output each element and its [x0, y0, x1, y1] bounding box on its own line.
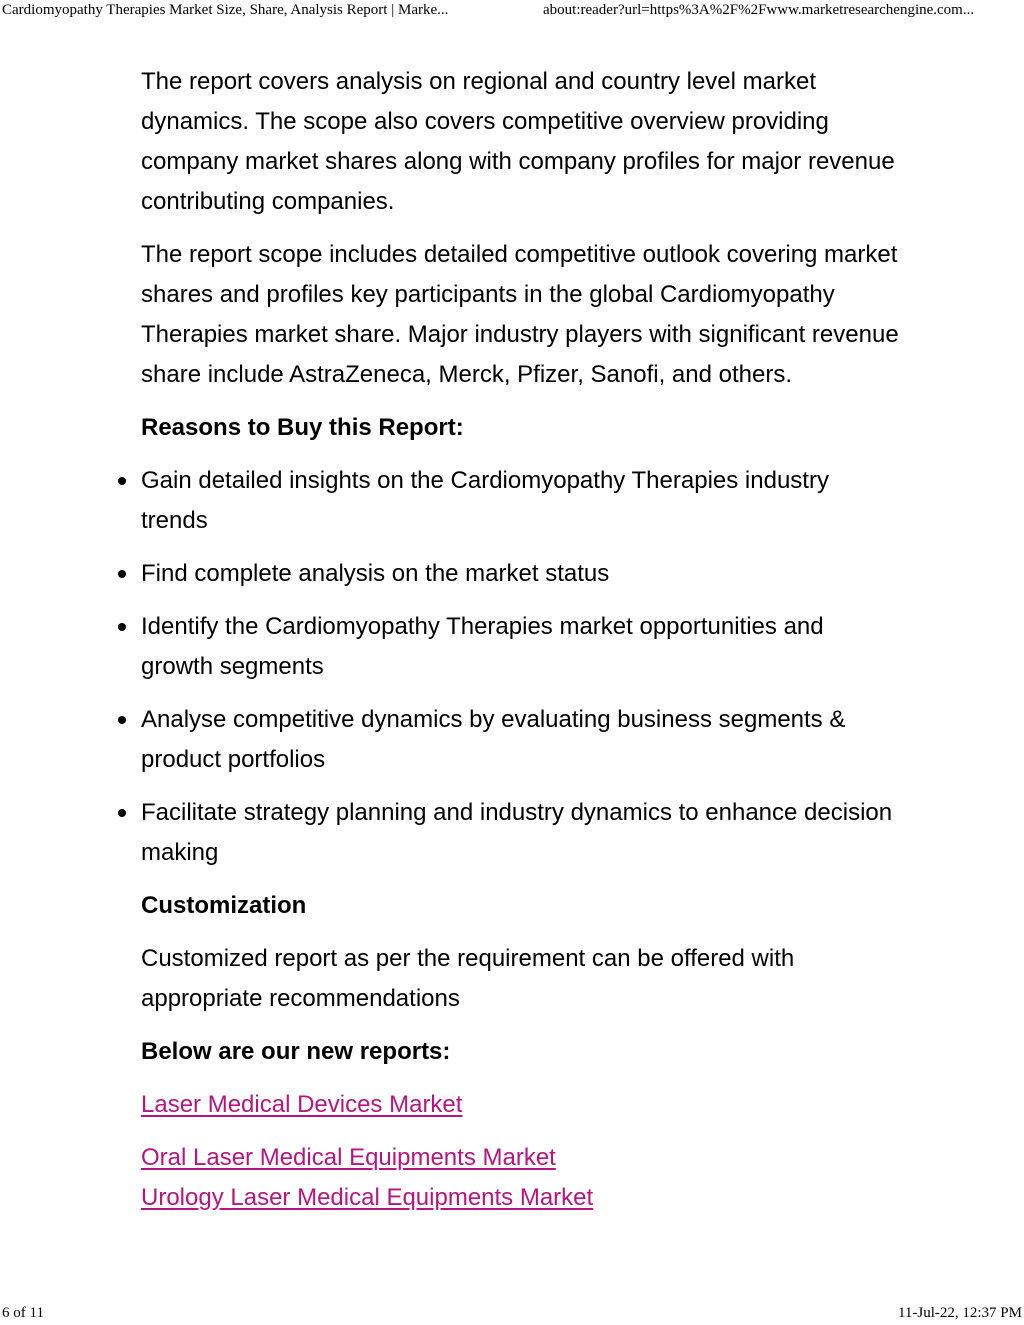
- customization-text: Customized report as per the requirement can be offered with appropriate recommendations: [141, 945, 795, 1012]
- print-header: [0, 2, 1024, 22]
- list-item: Facilitate strategy planning and industry dynamics to enhance decision making: [141, 793, 901, 873]
- print-footer: [0, 1305, 1024, 1325]
- link-block-2: [141, 1138, 901, 1218]
- link-laser-medical-devices[interactable]: Laser Medical Devices Market: [141, 1091, 463, 1118]
- link-urology-laser-equipments[interactable]: Urology Laser Medical Equipments Market: [141, 1184, 594, 1211]
- customization-heading: Customization: [141, 892, 307, 919]
- list-item: Find complete analysis on the market status: [141, 554, 901, 594]
- page-number: 6 of 11: [2, 1305, 44, 1321]
- reasons-heading: Reasons to Buy this Report:: [141, 414, 464, 441]
- page-url: about:reader?url=https%3A%2F%2Fwww.marketresearchengine.com...: [543, 2, 975, 18]
- link-block-1: [141, 1085, 901, 1125]
- article-content: [141, 62, 901, 1231]
- print-datetime: 11-Jul-22, 12:37 PM: [897, 1305, 1022, 1321]
- new-reports-heading: Below are our new reports:: [141, 1038, 451, 1065]
- page-title: Cardiomyopathy Therapies Market Size, Share, Analysis Report | Marke...: [2, 2, 449, 18]
- reasons-list: [141, 461, 901, 873]
- list-item: Identify the Cardiomyopathy Therapies market opportunities and growth segments: [141, 607, 901, 687]
- paragraph-competitive-outlook: The report scope includes detailed competitive outlook covering market shares and profiles key participants in the global Cardiomyopathy Therapies market share. Major industry players with significant revenue share include AstraZeneca, Merck, Pfizer, Sanofi, and others.: [141, 241, 899, 388]
- list-item: Gain detailed insights on the Cardiomyopathy Therapies industry trends: [141, 461, 901, 541]
- link-oral-laser-equipments[interactable]: Oral Laser Medical Equipments Market: [141, 1144, 556, 1171]
- list-item: Analyse competitive dynamics by evaluating business segments & product portfolios: [141, 700, 901, 780]
- paragraph-regional-analysis: The report covers analysis on regional and country level market dynamics. The scope also covers competitive overview providing company market shares along with company profiles for major revenue contributing companies.: [141, 68, 895, 215]
